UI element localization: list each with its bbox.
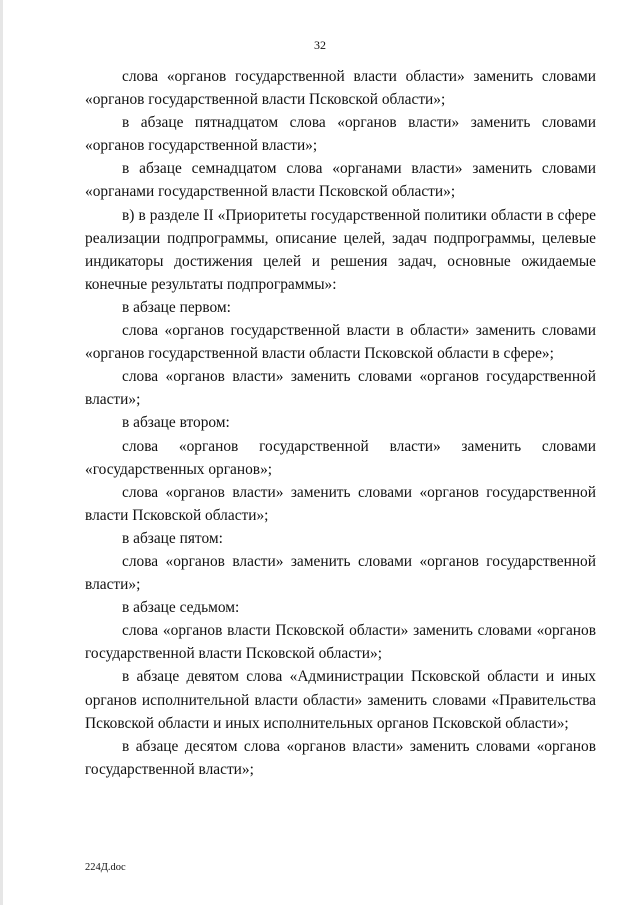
paragraph: слова «органов власти» заменить словами «органов государственной власти»; <box>85 552 596 594</box>
paragraph: в абзаце девятом слова «Администрации Псковской области и иных органов исполнительной власти области» заменить словами «Правительства Псковской области и иных исполнительных органов Псковской области»; <box>85 668 596 732</box>
scan-edge-mark <box>0 0 3 905</box>
paragraph: слова «органов государственной власти области» заменить словами «органов государственной власти Псковской области»; <box>85 68 596 109</box>
paragraph: в абзаце седьмом: <box>122 599 240 617</box>
paragraph: слова «органов власти Псковской области» заменить словами «органов государственной власти Псковской области»; <box>85 622 596 663</box>
paragraph: в) в разделе II «Приоритеты государственной политики области в сфере реализации подпрограммы, описание целей, задач подпрограммы, целевые индикаторы достижения целей и решения задач, основные ожидаемые конечные результаты подпрограммы»: <box>85 206 596 293</box>
paragraph: в абзаце десятом слова «органов власти» заменить словами «органов государственной власти»; <box>85 737 596 778</box>
paragraph: слова «органов государственной власти» заменить словами «государственных органов»; <box>85 437 596 478</box>
paragraph: слова «органов власти» заменить словами «органов государственной власти»; <box>85 368 596 409</box>
paragraph: слова «органов государственной власти в области» заменить словами «органов государственной власти области Псковской области в сфере»; <box>85 322 596 363</box>
paragraph: слова «органов власти» заменить словами «органов государственной власти Псковской области»; <box>85 483 596 524</box>
page-number: 32 <box>314 38 326 52</box>
document-body <box>85 65 596 781</box>
paragraph: в абзаце семнадцатом слова «органами власти» заменить словами «органами государственной власти Псковской области»; <box>85 160 596 201</box>
paragraph: в абзаце втором: <box>122 414 230 432</box>
paragraph: в абзаце пятом: <box>122 529 223 547</box>
paragraph: в абзаце первом: <box>122 298 231 316</box>
file-name-footer: 224Д.doc <box>85 862 126 873</box>
paragraph: в абзаце пятнадцатом слова «органов власти» заменить словами «органов государственной власти»; <box>85 114 596 155</box>
